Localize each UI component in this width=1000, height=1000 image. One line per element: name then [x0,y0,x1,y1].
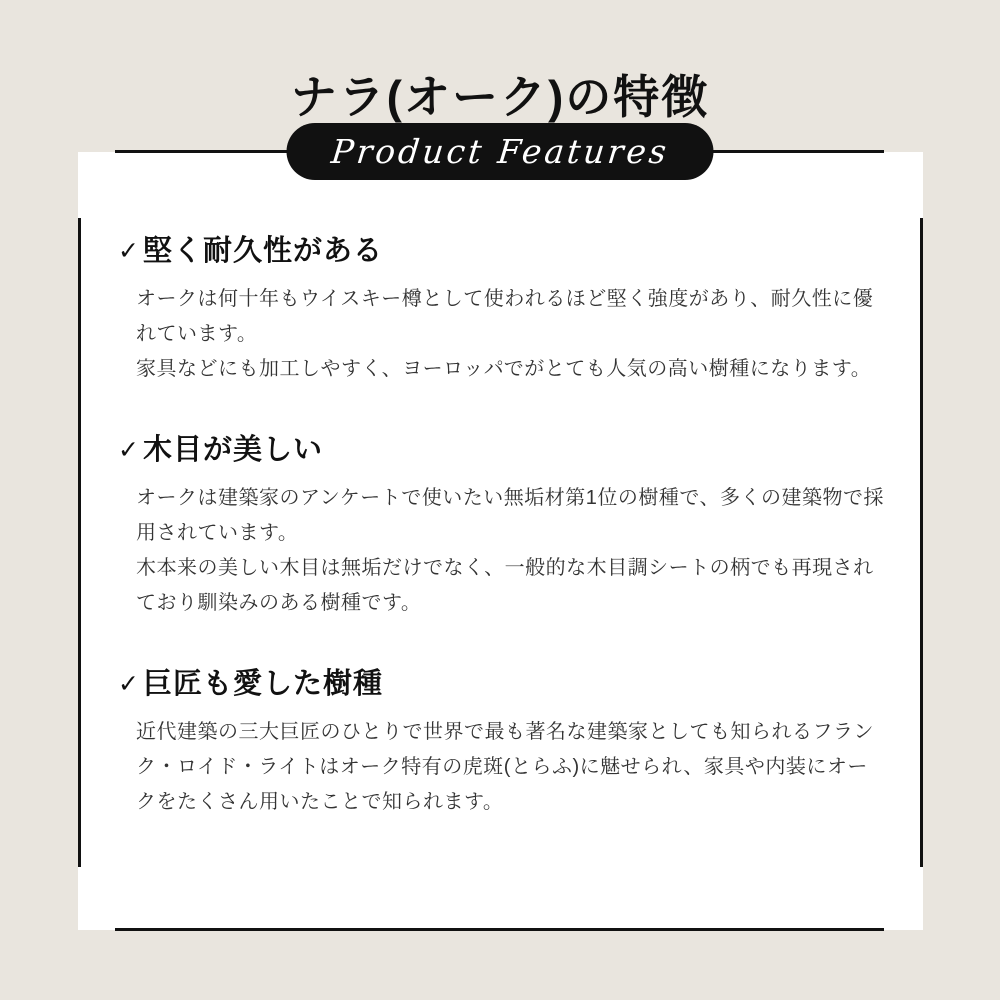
section-heading-text: 巨匠も愛した樹種 [142,668,383,700]
section-paragraph: 近代建築の三大巨匠のひとりで世界で最も著名な建築家としても知られるフランク・ロイド・ライトはオーク特有の虎斑(とらふ)に魅せられ、家具や内装にオークをたくさん用いたことで知られます。 [136,721,874,813]
section-paragraph: 木本来の美しい木目は無垢だけでなく、一般的な木目調シートの柄でも再現されており馴染みのある樹種です。 [136,557,874,614]
frame-line-left [78,218,81,867]
product-features-badge [287,123,714,180]
section-paragraph: オークは何十年もウイスキー樽として使われるほど堅く強度があり、耐久性に優れています。 [136,288,874,345]
card-content [118,232,888,864]
section-heading [118,665,888,704]
section-paragraph: オークは建築家のアンケートで使いたい無垢材第1位の樹種で、多くの建築物で採用されています。 [136,487,885,544]
section-durability [118,232,888,387]
section-heading [118,431,888,470]
check-icon: ✓ [118,237,140,265]
frame-line-bottom [115,928,884,931]
section-heading-text: 堅く耐久性がある [142,235,383,267]
check-icon: ✓ [118,670,140,698]
badge-label: Product Features [329,132,671,171]
section-paragraph: 家具などにも加工しやすく、ヨーロッパでがとても人気の高い樹種になります。 [136,358,872,380]
section-grain [118,431,888,621]
section-body [136,481,888,621]
section-heading [118,232,888,271]
page-title: ナラ(オーク)の特徴 [290,70,710,123]
section-masters [118,665,888,820]
section-body [136,715,888,820]
check-icon: ✓ [118,436,140,464]
frame-line-right [920,218,923,867]
section-body [136,282,888,387]
section-heading-text: 木目が美しい [142,434,323,466]
